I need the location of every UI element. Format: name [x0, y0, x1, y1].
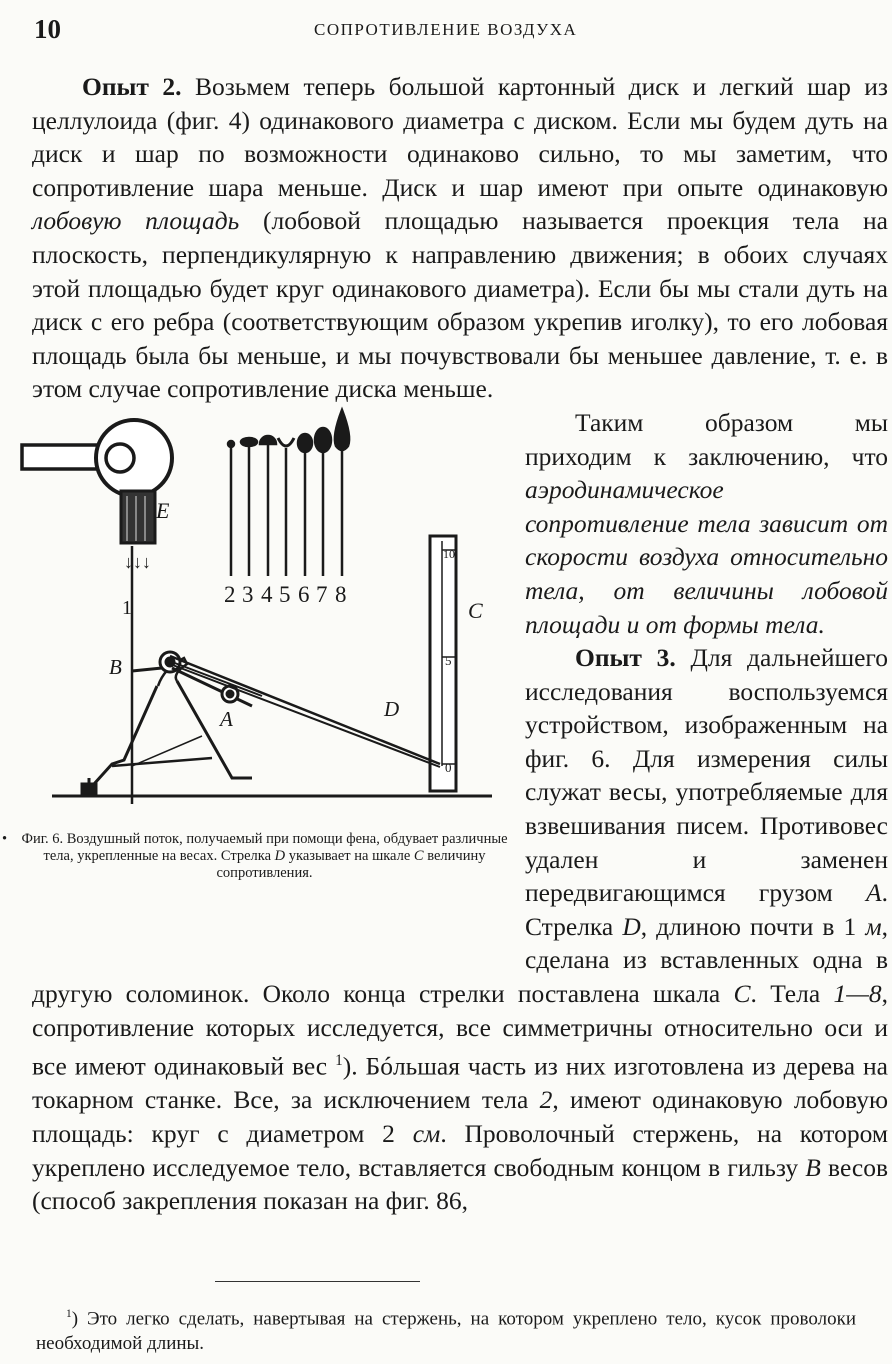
- label-c: C: [468, 597, 483, 623]
- experiment-3-label: Опыт 3.: [575, 643, 676, 673]
- body-label-8: 8: [335, 581, 347, 607]
- scale-tick-0: 0: [445, 759, 452, 775]
- emphasis-conclusion: аэродинамическое сопротивление тела зависит от скорости воздуха относительно тела, от величины лобовой площади и от формы тела.: [525, 475, 888, 639]
- footnote-divider: [215, 1281, 420, 1282]
- label-d: D: [384, 696, 400, 721]
- pointer-d: [170, 656, 440, 764]
- paragraph-text: Для дальнейшего исследования воспользуемся устройством, изображенным на фиг. 6. Для измерения силы служат весы, употребляемые для взвешивания писем. Противовес удален и заменен передвигающимся грузом: [525, 643, 889, 908]
- paragraph-text: , имеют одинаковую лобовую площадь: круг с диаметром 2: [32, 1085, 889, 1148]
- scale-c: [430, 536, 456, 791]
- paragraph-text: . Тела: [750, 979, 834, 1009]
- stand-right-leg: [177, 681, 252, 778]
- paragraph-text: , сопротивление которых исследуется, все симметричны относительно оси и все имеют одинаковый вес: [32, 979, 889, 1081]
- inline-label: D: [622, 911, 641, 941]
- inline-label: A: [866, 878, 882, 908]
- stand-left-leg: [94, 686, 157, 784]
- caption-pointer-label: D: [274, 847, 286, 864]
- emphasis-frontal-area: лобовую площадь: [32, 206, 240, 236]
- inline-label: B: [805, 1152, 821, 1182]
- caption-bullet: •: [2, 830, 8, 847]
- paragraph-text: ). Бóльшая часть из них изготовлена из дерева на токарном станке. Все, за исключением тела: [32, 1051, 888, 1115]
- paragraph-text: (лобовой площадью называется проекция тела на плоскость, перпендикулярную к направлению движения; в обоих случаях этой площадью будет круг одинакового диаметра). Если бы мы стали дуть на диск с его ребра (соответствующим образом укрепив иголку), то его лобовая площадь была бы меньше, и мы почувствовали бы меньшее давление, т. е. в этом случае сопротивление диска меньше.: [32, 206, 888, 404]
- inline-label: C: [733, 979, 751, 1009]
- label-b: B: [109, 654, 122, 679]
- caption-scale-label: C: [413, 847, 424, 864]
- paragraph-experiment-2: [32, 70, 888, 406]
- label-a: A: [220, 706, 233, 731]
- body-label-6: 6: [298, 581, 310, 607]
- figure-6-illustration: [12, 406, 507, 831]
- paragraph-text: , сделана из вставленных одна в другую соломинок. Около конца стрелки поставлена шкала: [32, 911, 888, 1009]
- body-label-4: 4: [261, 581, 273, 607]
- figure-6: [2, 406, 508, 961]
- page-number: 10: [34, 14, 61, 44]
- body-label-2: 2: [224, 581, 236, 607]
- scale-tick-10: 10: [443, 546, 455, 561]
- footnote-mark: 1: [66, 1308, 72, 1320]
- inline-unit: см: [412, 1118, 441, 1148]
- footnote-reference[interactable]: 1: [335, 1052, 343, 1070]
- body-label-5: 5: [279, 581, 291, 607]
- label-e: E: [156, 497, 170, 523]
- footnote-text: ) Это легко сделать, навертывая на стержень, на котором укреплено тело, кусок проволоки необходимой длины.: [36, 1308, 856, 1355]
- experiment-2-label: Опыт 2.: [82, 72, 182, 101]
- paragraph-text: Таким образом мы приходим к заключению, что: [525, 407, 888, 471]
- page-header: [34, 14, 854, 48]
- caption-text: Фиг. 6. Воздушный поток, получаемый при помощи фена, обдувает различные тела, укрепленные на весах. Стрелка: [21, 830, 508, 864]
- inline-label: 2: [539, 1085, 553, 1115]
- caption-text: величину сопротивления.: [216, 847, 486, 881]
- figure-caption: [2, 830, 517, 882]
- body-text: [2, 70, 889, 1218]
- paragraph-text: . Стрелка: [525, 878, 888, 941]
- inline-label: 1—8: [833, 979, 882, 1009]
- scale-tick-5: 5: [445, 652, 452, 668]
- label-1: 1: [122, 596, 132, 619]
- body-label-7: 7: [316, 581, 328, 607]
- label-arrows: ↓↓↓: [124, 551, 151, 572]
- paragraph-text: весов (способ закрепления показан на фиг. 86,: [32, 1152, 888, 1216]
- paragraph-text: . Проволочный стержень, на котором укреплено исследуемое тело, вставляется свободным концом в гильзу: [32, 1118, 889, 1182]
- footnote: [36, 1302, 856, 1356]
- running-title: СОПРОТИВЛЕНИЕ ВОЗДУХА: [314, 20, 578, 39]
- paragraph-text: Возьмем теперь большой картонный диск и легкий шар из целлулоида (фиг. 4) одинакового диаметра с диском. Если мы будем дуть на диск и шар по возможности одинаково сильно, то мы заметим, что сопротивление шара меньше. Диск и шар имеют при опыте одинаковую: [32, 72, 888, 202]
- caption-text: указывает на шкале: [285, 847, 414, 864]
- inline-unit: м: [865, 911, 882, 941]
- paragraph-text: , длиною почти в 1: [640, 911, 866, 941]
- body-label-3: 3: [242, 581, 254, 607]
- test-bodies: [228, 410, 349, 576]
